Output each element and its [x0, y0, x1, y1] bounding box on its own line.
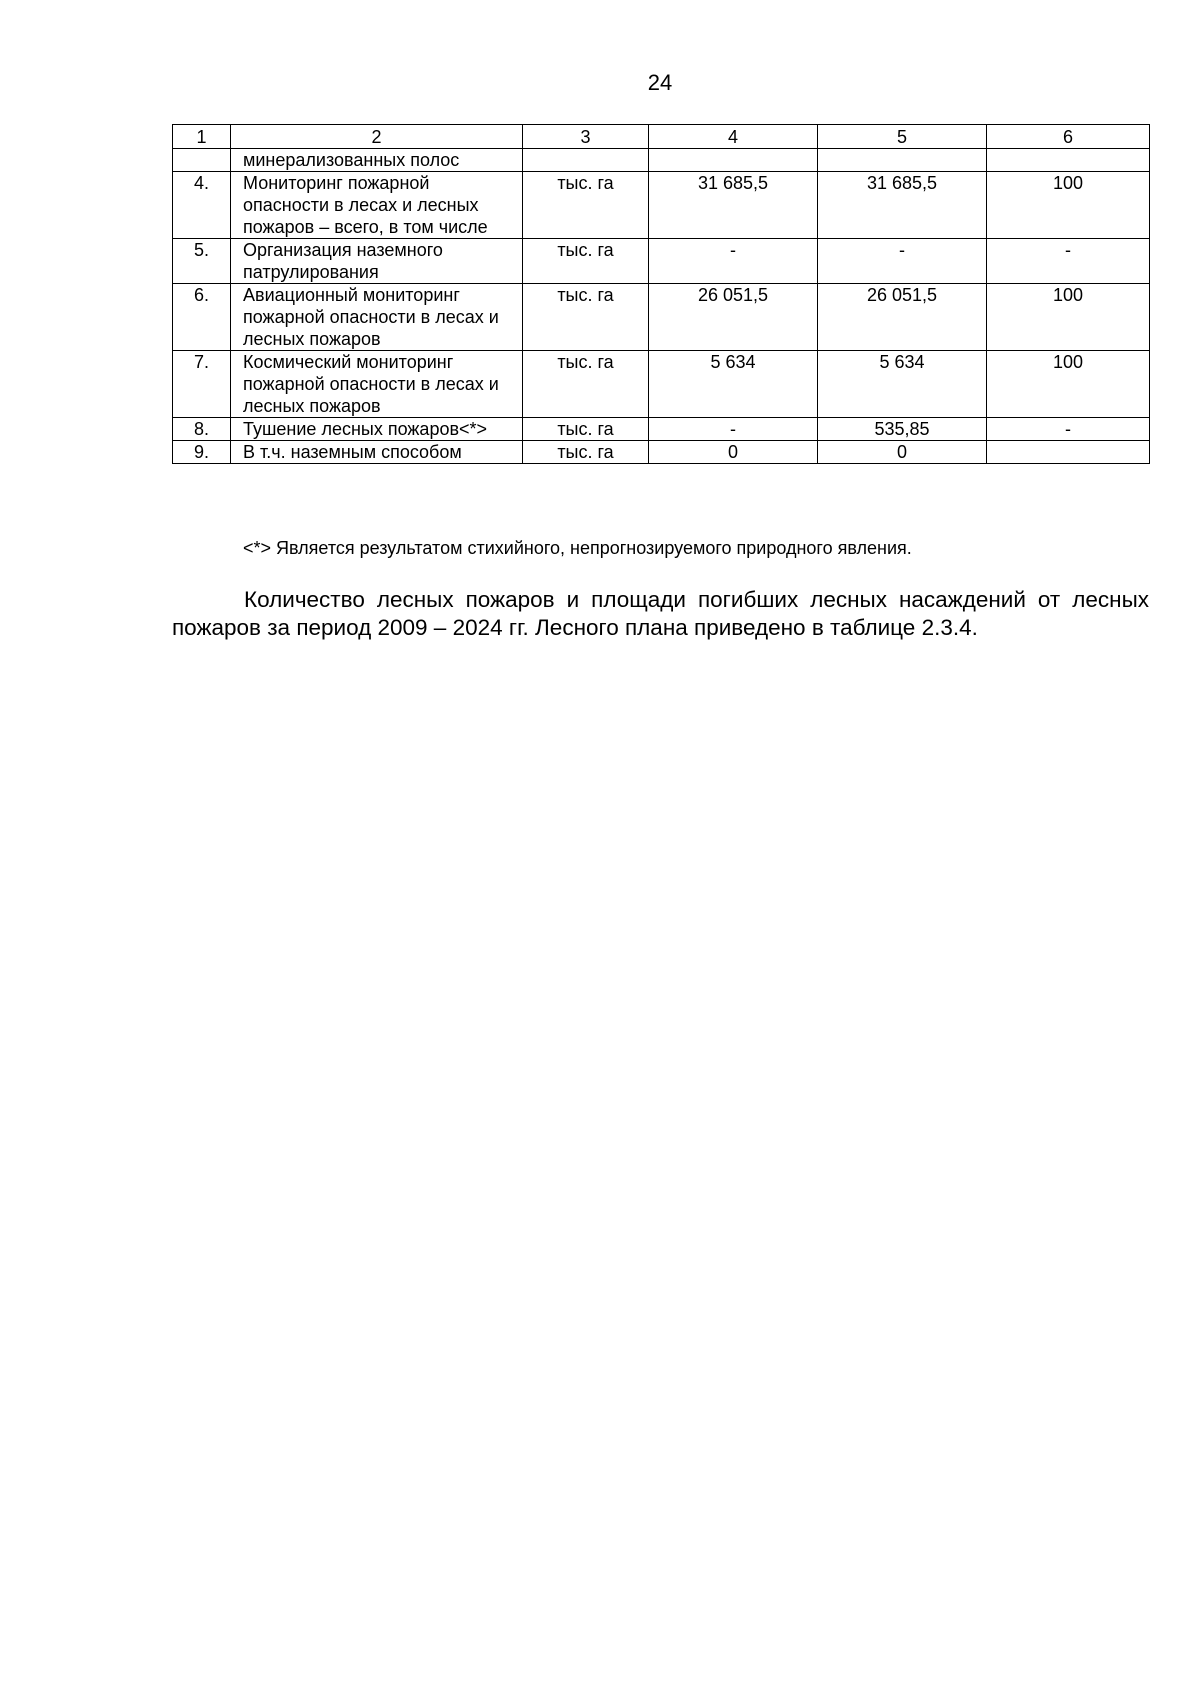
row-unit: тыс. га [523, 418, 649, 441]
row-value-4: 26 051,5 [649, 284, 818, 351]
row-value-5: 31 685,5 [818, 172, 987, 239]
row-value-4: - [649, 418, 818, 441]
row-unit: тыс. га [523, 441, 649, 464]
row-number: 6. [173, 284, 231, 351]
footnote: <*> Является результатом стихийного, непрогнозируемого природного явления. [243, 538, 912, 558]
table-row [173, 239, 1150, 284]
row-value-6 [987, 149, 1150, 172]
row-number: 8. [173, 418, 231, 441]
header-cell-3: 3 [523, 125, 649, 149]
row-value-5: - [818, 239, 987, 284]
page-number: 24 [647, 70, 673, 95]
row-name: минерализованных полос [231, 149, 523, 172]
row-value-4 [649, 149, 818, 172]
data-table [172, 124, 1150, 464]
row-name: Организация наземного патрулирования [231, 239, 523, 284]
row-name: В т.ч. наземным способом [231, 441, 523, 464]
row-unit: тыс. га [523, 239, 649, 284]
row-value-5: 5 634 [818, 351, 987, 418]
body-paragraph: Количество лесных пожаров и площади погибших лесных насаждений от лесных пожаров за период 2009 – 2024 гг. Лесного плана приведено в таблице 2.3.4. [172, 587, 1149, 640]
header-cell-1: 1 [173, 125, 231, 149]
row-unit: тыс. га [523, 284, 649, 351]
row-value-5: 0 [818, 441, 987, 464]
row-value-6: - [987, 418, 1150, 441]
row-value-6: 100 [987, 351, 1150, 418]
header-cell-2: 2 [231, 125, 523, 149]
row-name: Тушение лесных пожаров<*> [231, 418, 523, 441]
table-row [173, 418, 1150, 441]
row-number: 9. [173, 441, 231, 464]
table-row [173, 441, 1150, 464]
table-row [173, 149, 1150, 172]
table-header-row [173, 125, 1150, 149]
table-row [173, 172, 1150, 239]
row-value-6 [987, 441, 1150, 464]
row-unit: тыс. га [523, 351, 649, 418]
row-name: Авиационный мониторинг пожарной опасности в лесах и лесных пожаров [231, 284, 523, 351]
row-value-6: 100 [987, 284, 1150, 351]
row-unit [523, 149, 649, 172]
row-value-4: 0 [649, 441, 818, 464]
header-cell-4: 4 [649, 125, 818, 149]
row-value-5: 26 051,5 [818, 284, 987, 351]
row-name: Космический мониторинг пожарной опасности в лесах и лесных пожаров [231, 351, 523, 418]
row-value-4: 31 685,5 [649, 172, 818, 239]
header-cell-5: 5 [818, 125, 987, 149]
row-value-4: 5 634 [649, 351, 818, 418]
table-row [173, 284, 1150, 351]
row-value-6: 100 [987, 172, 1150, 239]
header-cell-6: 6 [987, 125, 1150, 149]
row-value-6: - [987, 239, 1150, 284]
row-value-5 [818, 149, 987, 172]
row-number: 4. [173, 172, 231, 239]
table-row [173, 351, 1150, 418]
row-number: 7. [173, 351, 231, 418]
row-number [173, 149, 231, 172]
row-unit: тыс. га [523, 172, 649, 239]
row-value-5: 535,85 [818, 418, 987, 441]
row-value-4: - [649, 239, 818, 284]
row-number: 5. [173, 239, 231, 284]
row-name: Мониторинг пожарной опасности в лесах и лесных пожаров – всего, в том числе [231, 172, 523, 239]
